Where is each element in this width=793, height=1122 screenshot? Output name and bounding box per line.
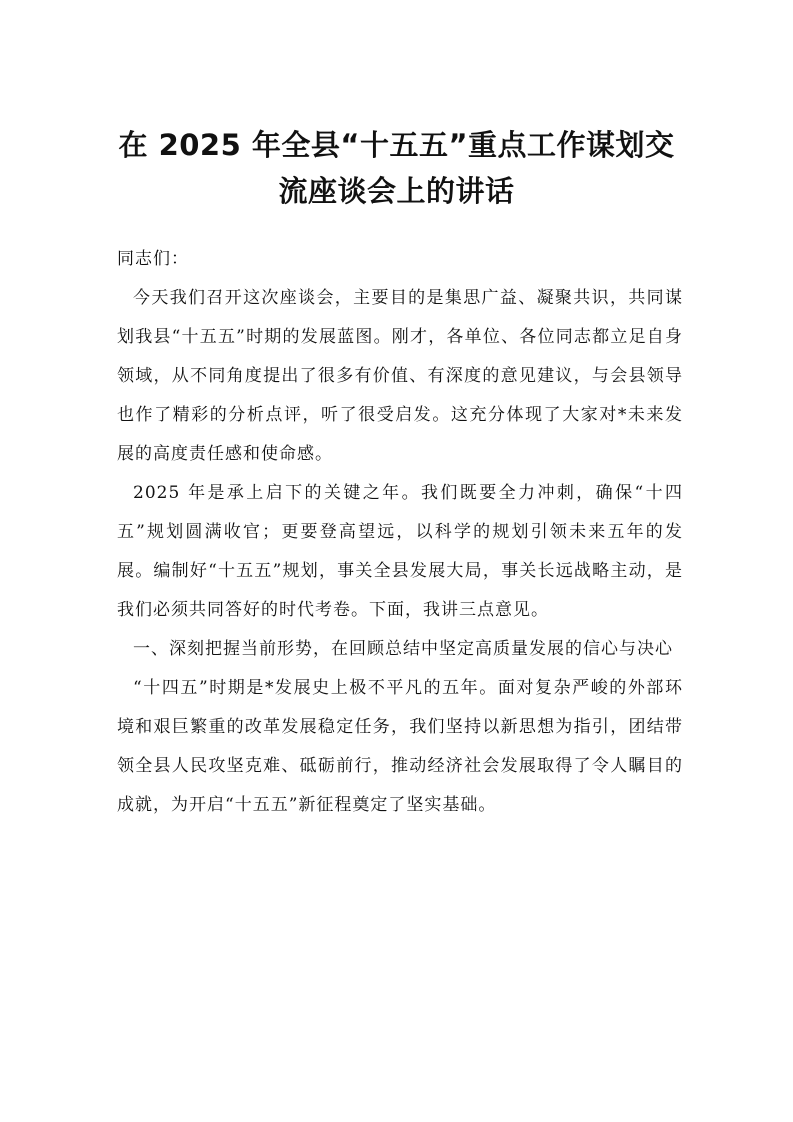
salutation: 同志们： xyxy=(117,249,189,269)
section-paragraph-1: “十四五”时期是*发展史上极不平凡的五年。面对复杂严峻的外部环境和艰巨繁重的改革发展稳定任务，我们坚持以新思想为指引，团结带领全县人民攻坚克难、砥砺前行，推动经济社会发展取得了令人瞩目的成就，为开启“十五五”新征程奠定了坚实基础。 xyxy=(117,678,683,815)
title-line-1: 在 2025 年全县“十五五”重点工作谋划交 xyxy=(118,128,675,162)
section-heading-1: 一、深刻把握当前形势，在回顾总结中坚定高质量发展的信心与决心 xyxy=(133,639,673,659)
document-body xyxy=(117,240,683,825)
title-line-2: 流座谈会上的讲话 xyxy=(278,174,515,208)
paragraph-key-year: 2025 年是承上启下的关键之年。我们既要全力冲刺，确保“十四五”规划圆满收官；更要登高望远，以科学的规划引领未来五年的发展。编制好“十五五”规划，事关全县发展大局，事关长远战略主动，是我们必须共同答好的时代考卷。下面，我讲三点意见。 xyxy=(117,483,683,620)
paragraph-opening: 今天我们召开这次座谈会，主要目的是集思广益、凝聚共识，共同谋划我县“十五五”时期的发展蓝图。刚才，各单位、各位同志都立足自身领域，从不同角度提出了很多有价值、有深度的意见建议，与会县领导也作了精彩的分析点评，听了很受启发。这充分体现了大家对*未来发展的高度责任感和使命感。 xyxy=(117,288,683,464)
document-title xyxy=(100,122,693,214)
